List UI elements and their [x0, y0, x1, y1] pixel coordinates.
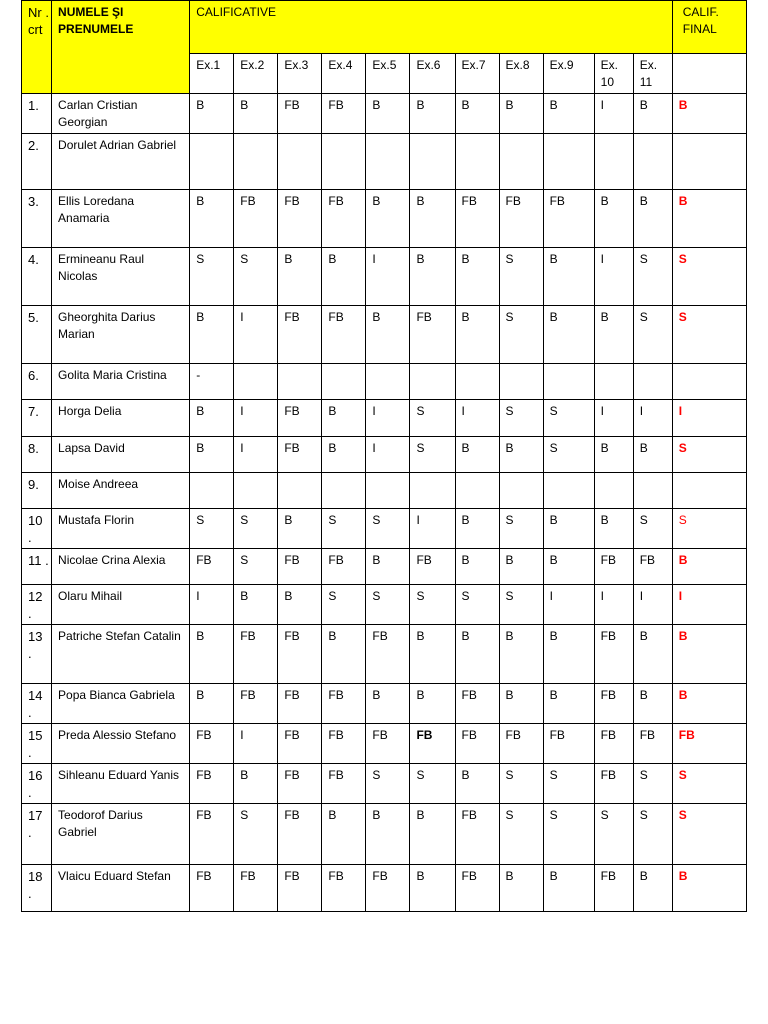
grade-cell: S	[499, 804, 543, 865]
grade-cell: FB	[322, 549, 366, 585]
grade-cell: S	[633, 804, 672, 865]
grade-cell: B	[190, 400, 234, 437]
grade-cell: FB	[234, 865, 278, 912]
final-grade	[672, 473, 746, 509]
grade-cell: S	[543, 804, 594, 865]
grade-cell: B	[190, 684, 234, 724]
grade-cell: FB	[322, 724, 366, 764]
table-row	[22, 684, 747, 724]
grade-cell: FB	[278, 764, 322, 804]
table-row	[22, 724, 747, 764]
grade-cell: FB	[322, 764, 366, 804]
grade-cell: B	[594, 190, 633, 248]
row-number: 14 .	[22, 684, 52, 724]
grade-cell: B	[366, 684, 410, 724]
final-grade: S	[672, 306, 746, 364]
grade-cell: B	[633, 190, 672, 248]
grade-cell: B	[366, 94, 410, 134]
student-name: Gheorghita Darius Marian	[52, 306, 190, 364]
final-grade: FB	[672, 724, 746, 764]
grade-cell: B	[278, 585, 322, 625]
grade-cell: B	[366, 549, 410, 585]
grade-cell: B	[543, 625, 594, 684]
header-exercise-7: Ex.7	[455, 54, 499, 94]
grade-cell: B	[234, 94, 278, 134]
grade-cell: FB	[543, 724, 594, 764]
final-grade	[672, 364, 746, 400]
grade-cell: FB	[455, 865, 499, 912]
grade-cell: S	[543, 400, 594, 437]
final-grade: S	[672, 764, 746, 804]
grade-cell: FB	[278, 190, 322, 248]
final-grade: S	[672, 804, 746, 865]
student-name: Nicolae Crina Alexia	[52, 549, 190, 585]
grade-cell: FB	[278, 804, 322, 865]
grade-cell: S	[190, 509, 234, 549]
grade-cell: FB	[594, 625, 633, 684]
header-exercise-2: Ex.2	[234, 54, 278, 94]
grade-cell	[543, 364, 594, 400]
grade-cell: S	[633, 248, 672, 306]
grade-cell: S	[234, 509, 278, 549]
grade-cell: FB	[278, 437, 322, 473]
grade-cell: B	[410, 248, 455, 306]
grade-cell: FB	[543, 190, 594, 248]
grade-cell	[455, 364, 499, 400]
grade-cell: B	[190, 94, 234, 134]
grade-cell: S	[410, 400, 455, 437]
grade-cell: I	[234, 306, 278, 364]
grade-cell: I	[633, 400, 672, 437]
grade-cell: S	[234, 804, 278, 865]
grade-cell: FB	[594, 684, 633, 724]
grade-cell: FB	[594, 724, 633, 764]
grade-cell: FB	[499, 190, 543, 248]
grade-cell: FB	[410, 549, 455, 585]
grade-cell: S	[322, 509, 366, 549]
grade-cell: S	[499, 248, 543, 306]
row-number: 17 .	[22, 804, 52, 865]
grade-cell: B	[455, 764, 499, 804]
grade-cell: FB	[410, 724, 455, 764]
grade-cell: S	[190, 248, 234, 306]
grade-cell: B	[543, 248, 594, 306]
grade-cell: FB	[322, 865, 366, 912]
grade-cell: I	[594, 248, 633, 306]
grade-cell: S	[366, 764, 410, 804]
student-name: Popa Bianca Gabriela	[52, 684, 190, 724]
table-row	[22, 134, 747, 190]
row-number: 18 .	[22, 865, 52, 912]
table-row	[22, 549, 747, 585]
grade-cell: B	[410, 94, 455, 134]
grade-cell: FB	[594, 549, 633, 585]
grade-cell	[499, 364, 543, 400]
grade-cell: B	[543, 94, 594, 134]
grade-cell: I	[455, 400, 499, 437]
student-name: Olaru Mihail	[52, 585, 190, 625]
grade-cell: S	[543, 764, 594, 804]
header-exercise-1: Ex.1	[190, 54, 234, 94]
grade-cell: S	[499, 509, 543, 549]
grade-cell: B	[499, 94, 543, 134]
grade-cell: FB	[633, 724, 672, 764]
grade-cell: FB	[278, 549, 322, 585]
grade-cell: B	[455, 437, 499, 473]
grade-cell	[366, 473, 410, 509]
grade-cell: B	[190, 306, 234, 364]
grade-cell: FB	[322, 306, 366, 364]
grade-cell	[455, 473, 499, 509]
grade-cell	[499, 134, 543, 190]
grade-cell	[499, 473, 543, 509]
grade-cell: -	[190, 364, 234, 400]
row-number: 5.	[22, 306, 52, 364]
header-exercise-5: Ex.5	[366, 54, 410, 94]
grade-cell: B	[633, 865, 672, 912]
row-number: 11 .	[22, 549, 52, 585]
table-row	[22, 306, 747, 364]
grade-cell: B	[633, 684, 672, 724]
student-name: Moise Andreea	[52, 473, 190, 509]
student-name: Preda Alessio Stefano	[52, 724, 190, 764]
grade-cell	[234, 364, 278, 400]
grade-cell: B	[278, 248, 322, 306]
header-exercise-10: Ex. 10	[594, 54, 633, 94]
grade-cell: B	[410, 865, 455, 912]
grade-cell: B	[455, 306, 499, 364]
row-number: 12 .	[22, 585, 52, 625]
grade-cell: B	[455, 94, 499, 134]
final-grade: S	[672, 509, 746, 549]
table-row	[22, 585, 747, 625]
grade-cell: S	[322, 585, 366, 625]
grade-cell	[633, 134, 672, 190]
grade-cell: B	[594, 306, 633, 364]
table-row	[22, 804, 747, 865]
grade-cell: S	[499, 764, 543, 804]
final-grade: B	[672, 549, 746, 585]
grade-cell: I	[543, 585, 594, 625]
grade-cell	[633, 364, 672, 400]
row-number: 6.	[22, 364, 52, 400]
header-nr-crt: Nr . crt	[22, 1, 52, 94]
grade-cell	[190, 134, 234, 190]
grade-cell	[278, 364, 322, 400]
grade-cell	[366, 364, 410, 400]
header-row-top	[22, 1, 747, 54]
grade-cell: FB	[594, 764, 633, 804]
header-final-blank	[672, 54, 746, 94]
grade-cell: B	[499, 549, 543, 585]
grade-cell	[594, 473, 633, 509]
table-row	[22, 509, 747, 549]
grade-cell: B	[633, 437, 672, 473]
grade-cell: B	[594, 509, 633, 549]
grade-cell: B	[499, 684, 543, 724]
grade-cell: B	[543, 684, 594, 724]
grade-cell	[594, 134, 633, 190]
grade-cell: FB	[190, 764, 234, 804]
grade-cell: I	[594, 400, 633, 437]
table-row	[22, 473, 747, 509]
grade-cell: S	[455, 585, 499, 625]
grade-cell	[633, 473, 672, 509]
grade-cell	[543, 134, 594, 190]
student-name: Horga Delia	[52, 400, 190, 437]
grade-cell: S	[633, 509, 672, 549]
grade-cell	[322, 134, 366, 190]
grade-cell: FB	[455, 684, 499, 724]
final-grade: S	[672, 437, 746, 473]
grade-cell: FB	[190, 804, 234, 865]
grade-cell: I	[366, 437, 410, 473]
grade-cell: B	[499, 865, 543, 912]
final-grade: B	[672, 684, 746, 724]
grade-cell: B	[410, 625, 455, 684]
student-name: Golita Maria Cristina	[52, 364, 190, 400]
grade-cell: FB	[190, 549, 234, 585]
grade-cell: S	[366, 585, 410, 625]
grade-cell: I	[366, 248, 410, 306]
grade-cell: B	[633, 625, 672, 684]
grade-cell: FB	[278, 306, 322, 364]
grade-cell: I	[594, 585, 633, 625]
student-name: Vlaicu Eduard Stefan	[52, 865, 190, 912]
grade-cell: B	[366, 190, 410, 248]
grade-cell: B	[633, 94, 672, 134]
grade-cell: B	[234, 585, 278, 625]
grade-cell: I	[366, 400, 410, 437]
table-row	[22, 764, 747, 804]
header-name: NUMELE ŞI PRENUMELE	[52, 1, 190, 94]
row-number: 7.	[22, 400, 52, 437]
table-row	[22, 625, 747, 684]
table-row	[22, 94, 747, 134]
grade-cell: FB	[322, 94, 366, 134]
grade-cell: B	[234, 764, 278, 804]
table-row	[22, 437, 747, 473]
grade-cell	[234, 473, 278, 509]
grade-cell: B	[322, 437, 366, 473]
grade-cell: B	[543, 509, 594, 549]
grade-cell	[410, 134, 455, 190]
student-name: Dorulet Adrian Gabriel	[52, 134, 190, 190]
grade-cell: FB	[234, 684, 278, 724]
student-name: Ermineanu Raul Nicolas	[52, 248, 190, 306]
grade-cell: S	[366, 509, 410, 549]
grade-cell: FB	[499, 724, 543, 764]
grade-cell: B	[410, 684, 455, 724]
grade-cell	[278, 134, 322, 190]
header-calificative: CALIFICATIVE	[190, 1, 673, 54]
grade-cell: B	[322, 248, 366, 306]
table-row	[22, 400, 747, 437]
final-grade: I	[672, 585, 746, 625]
grade-cell: FB	[278, 625, 322, 684]
grade-cell	[366, 134, 410, 190]
grade-cell: B	[543, 865, 594, 912]
grade-cell: FB	[455, 190, 499, 248]
row-number: 8.	[22, 437, 52, 473]
grade-cell: FB	[455, 804, 499, 865]
grade-cell: I	[594, 94, 633, 134]
grade-cell: S	[234, 549, 278, 585]
header-exercise-3: Ex.3	[278, 54, 322, 94]
row-number: 10 .	[22, 509, 52, 549]
grade-cell: B	[594, 437, 633, 473]
grade-cell: S	[499, 585, 543, 625]
grade-cell: I	[234, 437, 278, 473]
grade-cell: S	[234, 248, 278, 306]
row-number: 1.	[22, 94, 52, 134]
grade-cell: S	[499, 306, 543, 364]
student-name: Sihleanu Eduard Yanis	[52, 764, 190, 804]
final-grade: B	[672, 94, 746, 134]
grade-cell: FB	[366, 865, 410, 912]
table-row	[22, 190, 747, 248]
grade-cell: I	[410, 509, 455, 549]
grade-cell: FB	[278, 684, 322, 724]
grade-cell: B	[543, 549, 594, 585]
grade-cell: B	[543, 306, 594, 364]
grade-cell: FB	[278, 865, 322, 912]
grade-cell: FB	[366, 724, 410, 764]
header-exercise-8: Ex.8	[499, 54, 543, 94]
final-grade: S	[672, 248, 746, 306]
row-number: 4.	[22, 248, 52, 306]
grade-cell: FB	[190, 724, 234, 764]
grade-cell: S	[410, 585, 455, 625]
row-number: 2.	[22, 134, 52, 190]
header-exercise-9: Ex.9	[543, 54, 594, 94]
grade-cell	[278, 473, 322, 509]
grade-cell: B	[190, 625, 234, 684]
grade-cell: FB	[278, 724, 322, 764]
grade-cell: FB	[410, 306, 455, 364]
table-row	[22, 248, 747, 306]
grade-cell	[322, 364, 366, 400]
grade-cell: B	[455, 625, 499, 684]
header-exercise-11: Ex. 11	[633, 54, 672, 94]
row-number: 16 .	[22, 764, 52, 804]
grade-cell: B	[499, 437, 543, 473]
row-number: 9.	[22, 473, 52, 509]
grade-cell: B	[278, 509, 322, 549]
grade-cell: I	[234, 400, 278, 437]
grade-cell	[455, 134, 499, 190]
grade-cell	[410, 364, 455, 400]
grade-cell: B	[499, 625, 543, 684]
grade-cell: B	[322, 625, 366, 684]
grades-table	[21, 0, 747, 912]
grade-cell	[234, 134, 278, 190]
grade-cell: B	[190, 190, 234, 248]
table-row	[22, 364, 747, 400]
grade-cell: FB	[455, 724, 499, 764]
final-grade: I	[672, 400, 746, 437]
student-name: Patriche Stefan Catalin	[52, 625, 190, 684]
grade-cell: I	[234, 724, 278, 764]
grade-cell: FB	[278, 400, 322, 437]
grade-cell: S	[499, 400, 543, 437]
student-name: Lapsa David	[52, 437, 190, 473]
grade-cell: B	[455, 509, 499, 549]
grade-cell: FB	[322, 190, 366, 248]
grade-cell: S	[633, 306, 672, 364]
grade-cell	[594, 364, 633, 400]
grade-cell: FB	[594, 865, 633, 912]
grade-cell: FB	[278, 94, 322, 134]
grade-cell: S	[594, 804, 633, 865]
grades-body	[22, 94, 747, 912]
student-name: Mustafa Florin	[52, 509, 190, 549]
grade-cell: B	[366, 306, 410, 364]
student-name: Teodorof Darius Gabriel	[52, 804, 190, 865]
grade-cell	[410, 473, 455, 509]
final-grade	[672, 134, 746, 190]
grade-cell: I	[190, 585, 234, 625]
grade-cell: B	[366, 804, 410, 865]
grade-cell: S	[410, 764, 455, 804]
header-exercise-4: Ex.4	[322, 54, 366, 94]
table-row	[22, 865, 747, 912]
grade-cell	[322, 473, 366, 509]
grade-cell: B	[410, 804, 455, 865]
grade-cell: FB	[234, 625, 278, 684]
grade-cell: S	[410, 437, 455, 473]
grade-cell: B	[455, 549, 499, 585]
student-name: Carlan Cristian Georgian	[52, 94, 190, 134]
row-number: 13 .	[22, 625, 52, 684]
grade-cell	[190, 473, 234, 509]
header-final: CALIF. FINAL	[672, 1, 746, 54]
grade-cell: S	[633, 764, 672, 804]
grade-cell: FB	[366, 625, 410, 684]
grade-cell: B	[455, 248, 499, 306]
grade-cell: FB	[190, 865, 234, 912]
final-grade: B	[672, 190, 746, 248]
student-name: Ellis Loredana Anamaria	[52, 190, 190, 248]
grade-cell: B	[190, 437, 234, 473]
final-grade: B	[672, 865, 746, 912]
row-number: 3.	[22, 190, 52, 248]
row-number: 15 .	[22, 724, 52, 764]
grade-cell: FB	[234, 190, 278, 248]
grade-cell: FB	[633, 549, 672, 585]
grade-cell	[543, 473, 594, 509]
grade-cell: I	[633, 585, 672, 625]
header-exercise-6: Ex.6	[410, 54, 455, 94]
grade-cell: B	[322, 804, 366, 865]
grade-cell: S	[543, 437, 594, 473]
grade-cell: B	[322, 400, 366, 437]
final-grade: B	[672, 625, 746, 684]
grade-cell: FB	[322, 684, 366, 724]
grade-cell: B	[410, 190, 455, 248]
